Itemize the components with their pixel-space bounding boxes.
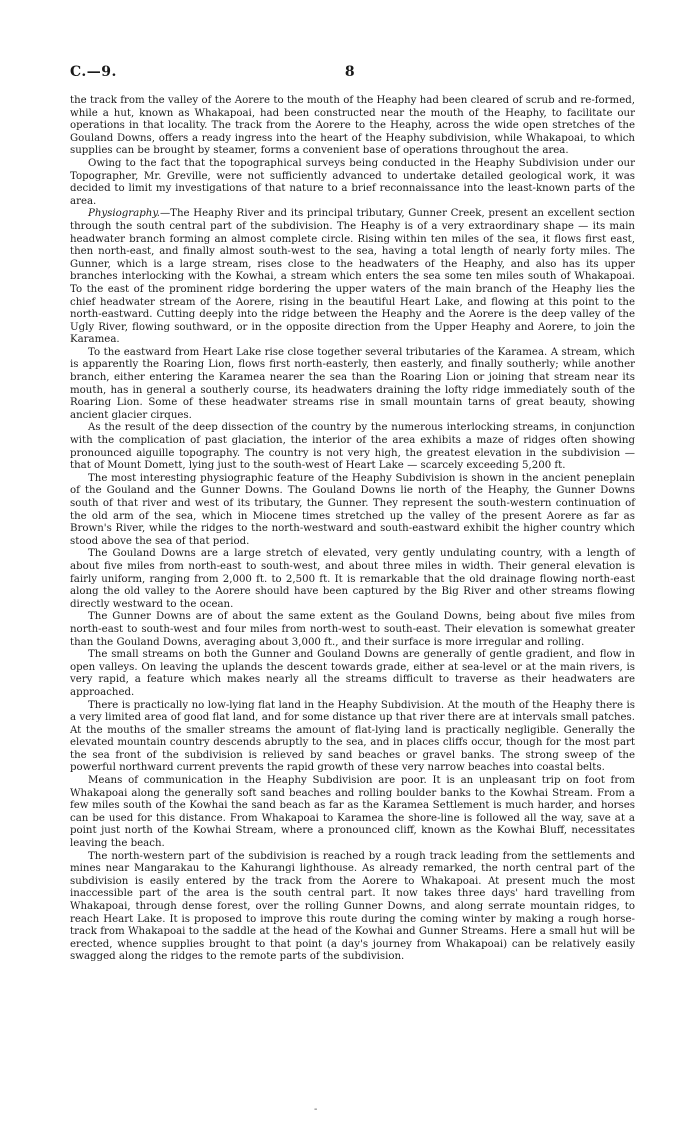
paragraph: The Gunner Downs are of about the same extent as the Gouland Downs, being about five miles from north-east to south-west and four miles from north-west to south-east. Their elevation is somewhat greater than the Gouland Downs, averaging about 3,000 ft., and their surface is more irregular and rolling. bbox=[70, 611, 635, 648]
paragraph: Owing to the fact that the topographical surveys being conducted in the Heaphy Subdivision under our Topographer, Mr. Greville, were not sufficiently advanced to undertake detailed geological work, it was decided to limit my investigations of that nature to a brief reconnaissance into the least-known parts of the area. bbox=[70, 157, 635, 207]
footer-mark: - bbox=[314, 1104, 318, 1115]
paragraph: The Gouland Downs are a large stretch of elevated, very gently undulating country, with a length of about five miles from north-east to south-west, and about three miles in width. Their general elevation is fairly uniform, ranging from 2,000 ft. to 2,500 ft. It is remarkable that the old drainage flowing north-east along the old valley to the Aorere should have been captured by the Big River and other streams flowing directly westward to the ocean. bbox=[70, 548, 635, 610]
paragraph: To the eastward from Heart Lake rise close together several tributaries of the Karamea. A stream, which is apparently the Roaring Lion, flows first north-easterly, then easterly, and finally southerly; while another branch, either entering the Karamea nearer the sea than the Roaring Lion or joining that stream near its mouth, has in general a southerly course, its headwaters draining the lofty ridge immediately south of the Roaring Lion. Some of these headwater streams rise in small mountain tarns of great beauty, showing ancient glacier cirques. bbox=[70, 346, 635, 421]
page-header bbox=[70, 64, 630, 84]
paragraph: Means of communication in the Heaphy Subdivision are poor. It is an unpleasant trip on foot from Whakapoai along the generally soft sand beaches and rolling boulder banks to the Kowhai Stream. From a few miles south of the Kowhai the sand beach as far as the Karamea Settlement is much harder, and horses can be used for this distance. From Whakapoai to Karamea the shore-line is followed all the way, save at a point just north of the Kowhai Stream, where a pronounced cliff, known as the Kowhai Bluff, necessitates leaving the beach. bbox=[70, 775, 635, 850]
paragraph: As the result of the deep dissection of the country by the numerous interlocking streams, in conjunction with the complication of past glaciation, the interior of the area exhibits a maze of ridges often showing pronounced aiguille topography. The country is not very high, the greatest elevation in the subdivision — that of Mount Domett, lying just to the south-west of Heart Lake — scarcely exceeding 5,200 ft. bbox=[70, 422, 635, 472]
body-text bbox=[70, 95, 635, 964]
document-reference: C.—9. bbox=[70, 64, 117, 80]
paragraph: The most interesting physiographic feature of the Heaphy Subdivision is shown in the ancient peneplain of the Gouland and the Gunner Downs. The Gouland Downs lie north of the Heaphy, the Gunner Downs south of that river and west of its tributary, the Gunner. They represent the south-western continuation of the old arm of the sea, which in Miocene times stretched up the valley of the present Aorere as far as Brown's River, while the ridges to the north-westward and south-eastward exhibit the higher country which stood above the sea of that period. bbox=[70, 472, 635, 547]
paragraph: The north-western part of the subdivision is reached by a rough track leading from the settlements and mines near Mangarakau to the Kahurangi lighthouse. As already remarked, the north central part of the subdivision is easily entered by the track from the Aorere to Whakapoai. At present much the most inaccessible part of the area is the south central part. It now takes three days' hard travelling from Whakapoai, through dense forest, over the rolling Gunner Downs, and along serrate mountain ridges, to reach Heart Lake. It is proposed to improve this route during the coming winter by making a rough horse-track from Whakapoai to the saddle at the head of the Kowhai and Gunner Streams. Here a small hut will be erected, whence supplies brought to that point (a day's journey from Whakapoai) can be relatively easily swagged along the ridges to the remote parts of the subdivision. bbox=[70, 850, 635, 963]
section-heading-physiography: Physiography. bbox=[88, 208, 160, 220]
page-number: 8 bbox=[344, 64, 356, 80]
paragraph: The small streams on both the Gunner and Gouland Downs are generally of gentle gradient, and flow in open valleys. On leaving the uplands the descent towards grade, either at sea-level or at the main rivers, is very rapid, a feature which makes nearly all the streams difficult to traverse as their headwaters are approached. bbox=[70, 649, 635, 698]
paragraph: the track from the valley of the Aorere to the mouth of the Heaphy had been cleared of scrub and re-formed, while a hut, known as Whakapoai, had been constructed near the mouth of the Heaphy, to facilitate our operations in that locality. The track from the Aorere to the Heaphy, across the wide open stretches of the Gouland Downs, offers a ready ingress into the heart of the Heaphy subdivision, while Whakapoai, to which supplies can be brought by steamer, forms a convenient base of operations throughout the area. bbox=[70, 95, 635, 157]
paragraph: Physiography.—The Heaphy River and its principal tributary, Gunner Creek, present an excellent section through the south central part of the subdivision. The Heaphy is of a very extraordinary shape — its main headwater branch forming an almost complete circle. Rising within ten miles of the sea, it flows first east, then north-east, and finally almost south-west to the sea, having a total length of nearly forty miles. The Gunner, which is a large stream, rises close to the headwaters of the Heaphy, and also has its upper branches interlocking with the Kowhai, a stream which enters the sea some ten miles south of Whakapoai. To the east of the prominent ridge bordering the upper waters of the main branch of the Heaphy lies the chief headwater stream of the Aorere, rising in the beautiful Heart Lake, and flowing at this point to the north-eastward. Cutting deeply into the ridge between the Heaphy and the Aorere is the deep valley of the Ugly River, flowing southward, or in the opposite direction from the Upper Heaphy and Aorere, to join the Karamea. bbox=[70, 208, 635, 346]
paragraph: There is practically no low-lying flat land in the Heaphy Subdivision. At the mouth of the Heaphy there is a very limited area of good flat land, and for some distance up that river there are at intervals small patches. At the mouths of the smaller streams the amount of flat-lying land is practically negligible. Generally the elevated mountain country descends abruptly to the sea, and in places cliffs occur, though for the most part the sea front of the subdivision is relieved by sand beaches or gravel banks. The strong sweep of the powerful northward current prevents the rapid growth of these very narrow beaches into coastal belts. bbox=[70, 699, 635, 774]
